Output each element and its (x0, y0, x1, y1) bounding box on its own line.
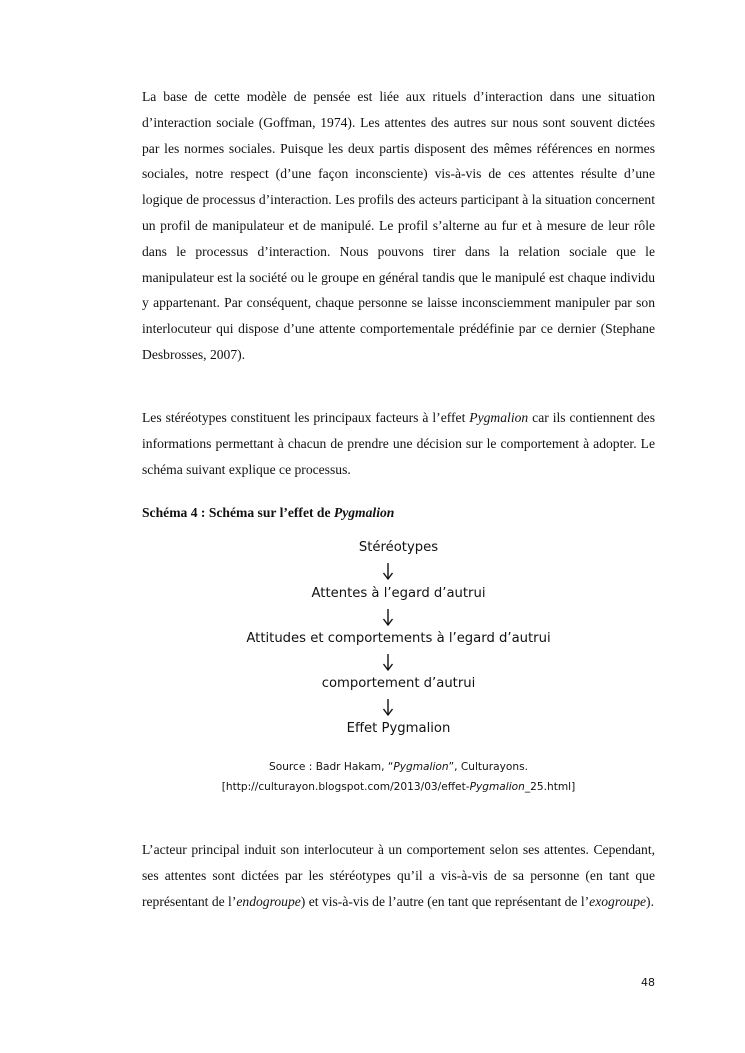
caption-prefix: Schéma 4 : Schéma sur l’effet de (142, 505, 334, 520)
paragraph-main-actor (142, 837, 655, 914)
text-segment: L’acteur principal induit son interlocuteur à un comportement selon ses attentes. Cependant, ses attentes sont dictées par les stéréotypes qu’il a vis-à-vis de sa personne (en tant que représentant de l’ (142, 842, 655, 909)
down-arrow-icon (382, 699, 394, 717)
text-segment: Les stéréotypes constituent les principaux facteurs à l’effet (142, 410, 470, 425)
text-segment: Source : Badr Hakam, “ (269, 761, 394, 773)
caption-italic: Pygmalion (333, 505, 395, 520)
diagram-node-expectations: Attentes à l’egard d’autrui (311, 586, 486, 601)
italic-term: Pygmalion (393, 761, 449, 773)
text-segment: ) et vis-à-vis de l’autre (en tant que représentant de l’ (300, 893, 590, 909)
source-line (142, 761, 655, 773)
down-arrow-icon (382, 609, 394, 627)
paragraph-stereotypes (142, 405, 655, 482)
figure-caption (142, 500, 394, 526)
diagram-node-stereotypes: Stéréotypes (358, 540, 439, 555)
pygmalion-flow-diagram (142, 530, 655, 745)
text-segment: [http://culturayon.blogspot.com/2013/03/effet- (221, 781, 470, 793)
down-arrow-icon (382, 654, 394, 672)
paragraph-interaction-rituals: La base de cette modèle de pensée est liée aux rituels d’interaction dans une situation d’interaction sociale (Goffman, 1974). Les attentes des autres sur nous sont souvent dictées par les normes sociales. Puisque les deux partis disposent des mêmes références en normes sociales, notre respect (d’une façon inconsciente) vis-à-vis de ces attentes résulte d’une logique de processus d’interaction. Les profils des acteurs participant à la situation concernent un profil de manipulateur et de manipulé. Le profil s’alterne au fur et à mesure de leur rôle dans le processus d’interaction. Nous pouvons tirer dans la relation sociale que le manipulateur est la société ou le groupe en général tandis que le manipulé est chaque individu y appartenant. Par conséquent, chaque personne se laisse inconsciemment manipuler par son interlocuteur qui dispose d’une attente comportementale prédéfinie par ce dernier (Stephane Desbrosses, 2007). (142, 89, 655, 362)
source-url (142, 781, 655, 793)
text-segment: _25.html] (524, 781, 576, 793)
diagram-node-pygmalion-effect: Effet Pygmalion (346, 721, 451, 736)
down-arrow-icon (382, 563, 394, 581)
diagram-node-behavior: comportement d’autrui (321, 676, 476, 691)
text-segment: ”, Culturayons. (448, 761, 528, 773)
text-segment: car ils contiennent des informations permettant à chacun de prendre une décision sur le comportement à adopter. Le schéma suivant explique ce processus. (142, 410, 655, 477)
diagram-node-attitudes: Attitudes et comportements à l’egard d’autrui (246, 631, 551, 646)
italic-term: Pygmalion (469, 410, 529, 425)
page-number: 48 (641, 976, 655, 989)
text-segment: ). (646, 893, 654, 909)
italic-term: endogroupe (236, 893, 301, 909)
italic-term: exogroupe (589, 893, 647, 909)
italic-term: Pygmalion (469, 781, 525, 793)
